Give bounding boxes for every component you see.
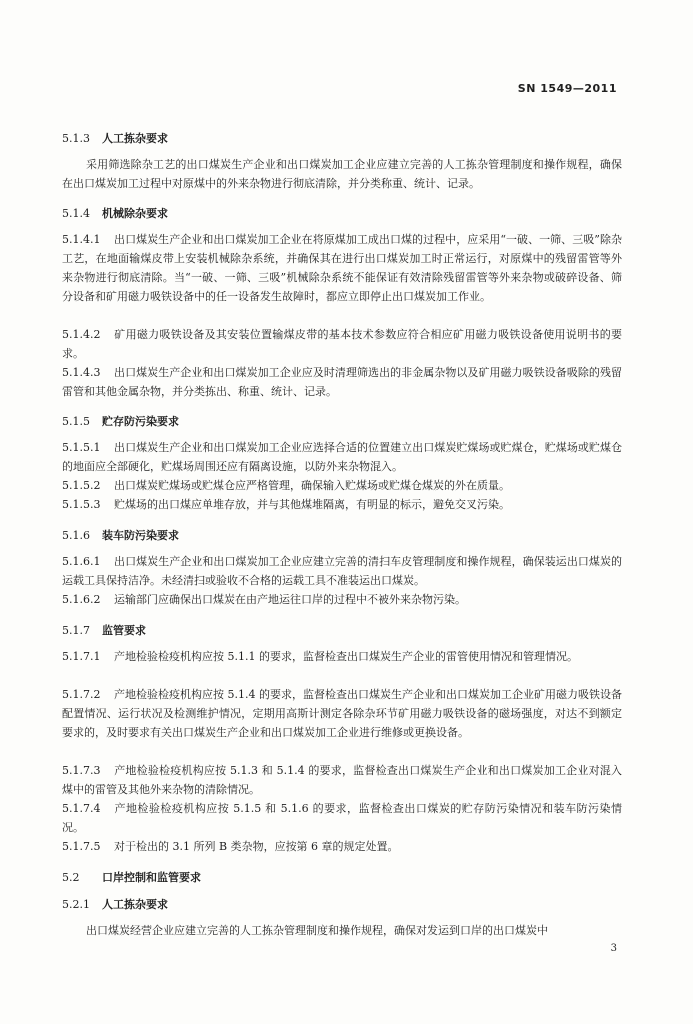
clause bbox=[62, 647, 622, 666]
section-title: 人工拣杂要求 bbox=[102, 898, 168, 911]
section-number: 5.1.4 bbox=[62, 207, 90, 220]
clause-text: 对于检出的 3.1 所列 B 类杂物，应按第 6 章的规定处置。 bbox=[114, 840, 399, 853]
clause-text: 产地检验检疫机构应按 5.1.5 和 5.1.6 的要求，监督检查出口煤炭的贮存防污染情况和装车防污染情况。 bbox=[62, 802, 622, 834]
clause-number: 5.1.5.3 bbox=[62, 498, 101, 511]
clause-text: 出口煤炭贮煤场或贮煤仓应严格管理，确保输入贮煤场或贮煤仓煤炭的外在质量。 bbox=[114, 479, 510, 492]
clause-number: 5.1.4.1 bbox=[62, 233, 101, 246]
section-heading bbox=[62, 205, 168, 221]
section-number: 5.1.5 bbox=[62, 415, 90, 428]
section-number: 5.1.6 bbox=[62, 529, 90, 542]
clause bbox=[62, 230, 622, 306]
clause bbox=[62, 438, 622, 476]
clause bbox=[62, 363, 622, 401]
section-title: 人工拣杂要求 bbox=[102, 132, 168, 145]
clause bbox=[62, 837, 622, 856]
paragraph: 出口煤炭经营企业应建立完善的人工拣杂管理制度和操作规程，确保对发运到口岸的出口煤炭中 bbox=[86, 924, 548, 937]
section-heading bbox=[62, 130, 168, 146]
section-number: 5.1.3 bbox=[62, 132, 90, 145]
section-title: 贮存防污染要求 bbox=[102, 415, 179, 428]
section-title: 装车防污染要求 bbox=[102, 529, 179, 542]
section-number: 5.2.1 bbox=[62, 898, 90, 911]
section-title: 口岸控制和监管要求 bbox=[102, 871, 201, 884]
clause bbox=[62, 552, 622, 590]
clause-text: 运输部门应确保出口煤炭在由产地运往口岸的过程中不被外来杂物污染。 bbox=[114, 593, 466, 606]
section-title: 监管要求 bbox=[102, 624, 146, 637]
clause-text: 出口煤炭生产企业和出口煤炭加工企业应建立完善的清扫车皮管理制度和操作规程，确保装运出口煤炭的运载工具保持洁净。未经清扫或验收不合格的运载工具不准装运出口煤炭。 bbox=[62, 555, 622, 587]
clause-text: 产地检验检疫机构应按 5.1.1 的要求，监督检查出口煤炭生产企业的雷管使用情况和管理情况。 bbox=[114, 650, 578, 663]
clause-number: 5.1.6.2 bbox=[62, 593, 101, 606]
clause-text: 出口煤炭生产企业和出口煤炭加工企业在将原煤加工成出口煤的过程中，应采用“一破、一筛、三吸”除杂工艺，在地面输煤皮带上安装机械除杂系统，并确保其在进行出口煤炭加工时正常运行，对原煤中的残留雷管等外来杂物进行彻底清除。当“一破、一筛、三吸”机械除杂系统不能保证有效清除残留雷管等外来杂物或破碎设备、筛分设备和矿用磁力吸铁设备中的任一设备发生故障时，都应立即停止出口煤炭加工作业。 bbox=[62, 233, 622, 303]
clause-number: 5.1.7.3 bbox=[62, 764, 101, 777]
clause-number: 5.1.5.1 bbox=[62, 441, 101, 454]
clause-text: 产地检验检疫机构应按 5.1.4 的要求，监督检查出口煤炭生产企业和出口煤炭加工企业矿用磁力吸铁设备配置情况、运行状况及检测维护情况，定期用高斯计测定各除杂环节矿用磁力吸铁设备的磁场强度，对达不到额定要求的，及时要求有关出口煤炭生产企业和出口煤炭加工企业进行维修或更换设备。 bbox=[62, 688, 622, 739]
clause-text: 矿用磁力吸铁设备及其安装位置输煤皮带的基本技术参数应符合相应矿用磁力吸铁设备使用说明书的要求。 bbox=[62, 328, 622, 360]
section-number: 5.2 bbox=[62, 871, 80, 884]
clause bbox=[62, 325, 622, 363]
page-number: 3 bbox=[610, 943, 617, 954]
section-heading bbox=[62, 527, 179, 543]
clause-text: 产地检验检疫机构应按 5.1.3 和 5.1.4 的要求，监督检查出口煤炭生产企业和出口煤炭加工企业对混入煤中的雷管及其他外来杂物的清除情况。 bbox=[62, 764, 622, 796]
clause-number: 5.1.7.1 bbox=[62, 650, 101, 663]
clause bbox=[62, 799, 622, 837]
section-heading bbox=[62, 622, 146, 638]
clause bbox=[62, 590, 622, 609]
section-title: 机械除杂要求 bbox=[102, 207, 168, 220]
clause-text: 出口煤炭生产企业和出口煤炭加工企业应及时清理筛选出的非金属杂物以及矿用磁力吸铁设备吸除的残留雷管和其他金属杂物，并分类拣出、称重、统计、记录。 bbox=[62, 366, 622, 398]
clause bbox=[62, 495, 622, 514]
clause-text: 贮煤场的出口煤应单堆存放，并与其他煤堆隔离，有明显的标示，避免交叉污染。 bbox=[114, 498, 510, 511]
clause-number: 5.1.6.1 bbox=[62, 555, 101, 568]
clause bbox=[62, 476, 622, 495]
standard-number: SN 1549—2011 bbox=[517, 82, 617, 95]
clause-number: 5.1.7.5 bbox=[62, 840, 101, 853]
section-number: 5.1.7 bbox=[62, 624, 90, 637]
clause-number: 5.1.7.2 bbox=[62, 688, 101, 701]
paragraph: 采用筛选除杂工艺的出口煤炭生产企业和出口煤炭加工企业应建立完善的人工拣杂管理制度和操作规程，确保在出口煤炭加工过程中对原煤中的外来杂物进行彻底清除，并分类称重、统计、记录。 bbox=[62, 158, 622, 190]
clause-number: 5.1.4.2 bbox=[62, 328, 101, 341]
clause bbox=[62, 761, 622, 799]
section-heading bbox=[62, 896, 168, 912]
clause-text: 出口煤炭生产企业和出口煤炭加工企业应选择合适的位置建立出口煤炭贮煤场或贮煤仓，贮煤场或贮煤仓的地面应全部硬化，贮煤场周围还应有隔离设施，以防外来杂物混入。 bbox=[62, 441, 622, 473]
section-heading bbox=[62, 413, 179, 429]
clause bbox=[62, 685, 622, 742]
clause-number: 5.1.7.4 bbox=[62, 802, 101, 815]
clause-number: 5.1.5.2 bbox=[62, 479, 101, 492]
clause-number: 5.1.4.3 bbox=[62, 366, 101, 379]
section-heading bbox=[62, 869, 201, 885]
